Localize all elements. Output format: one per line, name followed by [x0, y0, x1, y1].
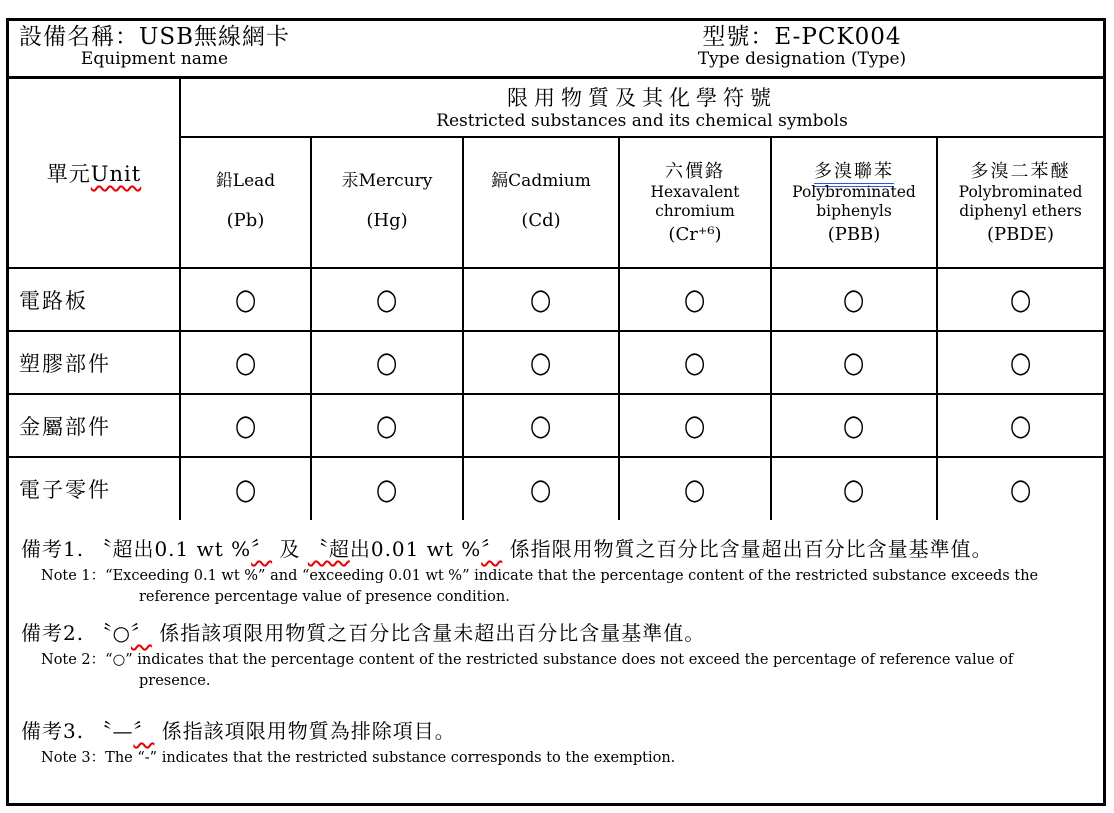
note2-en: Note 2：“○” indicates that the percentage content of the restricted substance does not exceed the percentage of reference value of presence.: [41, 652, 1014, 690]
circle-mark: ○: [684, 345, 706, 379]
note1-zh-text: 出0.01 wt %: [349, 537, 482, 561]
compliance-cell: [463, 268, 619, 331]
note2-zh-text: 備考2. 〝○: [21, 621, 131, 646]
hexavalent-chromium-en: Hexavalent chromium: [650, 182, 740, 220]
row-label: 電路板: [9, 268, 180, 331]
circle-mark: ○: [376, 408, 398, 442]
table-row-plastic-parts: [9, 331, 1103, 394]
compliance-cell: [771, 268, 937, 331]
compliance-cell: [180, 394, 311, 457]
table-row-circuit-board: [9, 268, 1103, 331]
pbb-symbol: (PBB): [827, 224, 881, 246]
equipment-name-en: Equipment name: [80, 49, 229, 70]
compliance-cell: [180, 268, 311, 331]
restricted-substances-header-en: Restricted substances and its chemical symbols: [436, 110, 848, 131]
table-row-electronic-parts: [9, 457, 1103, 520]
pbde-zh: 多溴二苯醚: [970, 160, 1071, 182]
circle-mark: ○: [843, 345, 865, 379]
note1-zh-text: 及: [272, 537, 308, 561]
circle-mark: ○: [376, 282, 398, 316]
compliance-cell: [463, 457, 619, 520]
note1-quote3: 〞: [481, 537, 503, 561]
compliance-cell: [771, 457, 937, 520]
circle-mark: ○: [1009, 471, 1032, 506]
compliance-cell: [937, 268, 1103, 331]
compliance-cell: [180, 457, 311, 520]
column-header-cadmium: [463, 137, 619, 268]
cadmium-symbol: (Cd): [521, 210, 561, 232]
circle-mark: ○: [684, 471, 706, 506]
compliance-cell: [771, 331, 937, 394]
type-designation-cell: [556, 21, 1103, 69]
circle-mark: ○: [1009, 282, 1032, 316]
restricted-substances-header-zh: 限用物質及其化學符號: [507, 85, 778, 110]
compliance-cell: [463, 394, 619, 457]
note2-zh: [21, 620, 1091, 647]
note1-zh: [21, 536, 1091, 563]
pbb-en: Polybrominated biphenyls: [792, 182, 916, 220]
compliance-cell: [311, 331, 463, 394]
lead-symbol: (Pb): [226, 210, 265, 232]
document-header-row: [9, 21, 1103, 79]
equipment-name-zh: 設備名稱：USB無線網卡: [19, 24, 291, 50]
compliance-cell: [937, 457, 1103, 520]
circle-mark: ○: [234, 408, 257, 442]
compliance-cell: [311, 268, 463, 331]
type-designation-zh: 型號：E-PCK004: [702, 24, 902, 50]
compliance-cell: [771, 394, 937, 457]
circle-mark: ○: [234, 282, 257, 316]
spacer: [183, 191, 308, 207]
note1-quote1: 〞: [251, 537, 273, 561]
note2-quote1: 〞: [130, 621, 152, 646]
pbb-zh: 多溴聯苯: [814, 161, 894, 187]
compliance-cell: [619, 457, 771, 520]
mercury-symbol: (Hg): [366, 210, 408, 232]
pbde-symbol: (PBDE): [987, 224, 1054, 246]
note3-zh: [21, 718, 1091, 745]
column-header-pbb: [771, 137, 937, 268]
circle-mark: ○: [234, 345, 257, 379]
note1-quote2: 〝超: [307, 537, 350, 561]
circle-mark: ○: [530, 471, 552, 506]
hexavalent-chromium-symbol: (Cr⁺⁶): [668, 224, 722, 246]
note1-en: Note 1：“Exceeding 0.1 wt %” and “exceeding 0.01 wt %” indicate that the percentage content of the restricted substance exceeds the reference percentage value of presence condition.: [41, 568, 1039, 606]
notes-section: [9, 520, 1103, 769]
circle-mark: ○: [1009, 408, 1032, 442]
lead-name: 鉛Lead: [215, 170, 276, 191]
circle-mark: ○: [530, 408, 552, 442]
circle-mark: ○: [530, 282, 552, 316]
column-header-lead: [180, 137, 311, 268]
circle-mark: ○: [684, 282, 706, 316]
spacer: [466, 191, 616, 207]
circle-mark: ○: [843, 282, 865, 316]
note2-zh-text: 係指該項限用物質之百分比含量未超出百分比含量基準值。: [151, 621, 706, 646]
circle-mark: ○: [376, 345, 398, 379]
restricted-substances-header-cell: [180, 79, 1103, 137]
column-header-pbde: [937, 137, 1103, 268]
note3-en: Note 3：The “-” indicates that the restricted substance corresponds to the exemption.: [41, 750, 676, 767]
cadmium-name: 鎘Cadmium: [491, 170, 591, 191]
equipment-name-cell: [9, 21, 556, 69]
row-label: 金屬部件: [9, 394, 180, 457]
spacer: [314, 191, 460, 207]
compliance-cell: [619, 268, 771, 331]
equipment-name-block: [19, 24, 290, 69]
note3-quote1: 〞: [133, 719, 155, 744]
circle-mark: ○: [376, 471, 398, 506]
compliance-cell: [180, 331, 311, 394]
circle-mark: ○: [530, 345, 552, 379]
unit-header-en: Unit: [90, 162, 142, 186]
table-row-metal-parts: [9, 394, 1103, 457]
circle-mark: ○: [684, 408, 706, 442]
unit-header-zh: 單元: [46, 162, 91, 186]
type-designation-en: Type designation (Type): [697, 49, 907, 70]
note1-zh-text: 係指限用物質之百分比含量超出百分比含量基準值。: [502, 537, 993, 561]
pbde-en: Polybrominated diphenyl ethers: [958, 182, 1083, 220]
row-label: 電子零件: [9, 457, 180, 520]
circle-mark: ○: [1009, 345, 1032, 379]
compliance-cell: [311, 457, 463, 520]
column-header-hexavalent-chromium: [619, 137, 771, 268]
hexavalent-chromium-zh: 六價鉻: [665, 160, 725, 182]
restricted-header-row: [9, 79, 1103, 137]
unit-header-cell: [9, 79, 180, 268]
rohs-declaration-document: [6, 18, 1106, 806]
compliance-cell: [619, 394, 771, 457]
note3-zh-text: 備考3. 〝—: [21, 719, 134, 744]
compliance-cell: [937, 394, 1103, 457]
restricted-substances-table: [9, 79, 1103, 520]
row-label: 塑膠部件: [9, 331, 180, 394]
circle-mark: ○: [843, 408, 865, 442]
column-header-mercury: [311, 137, 463, 268]
note3-zh-text: 係指該項限用物質為排除項目。: [154, 719, 456, 744]
compliance-cell: [619, 331, 771, 394]
circle-mark: ○: [234, 471, 257, 506]
compliance-cell: [463, 331, 619, 394]
compliance-cell: [311, 394, 463, 457]
mercury-name: 汞Mercury: [341, 170, 433, 191]
compliance-cell: [937, 331, 1103, 394]
circle-mark: ○: [843, 471, 865, 506]
note1-zh-text: 備考1. 〝超出0.1 wt %: [21, 537, 252, 561]
